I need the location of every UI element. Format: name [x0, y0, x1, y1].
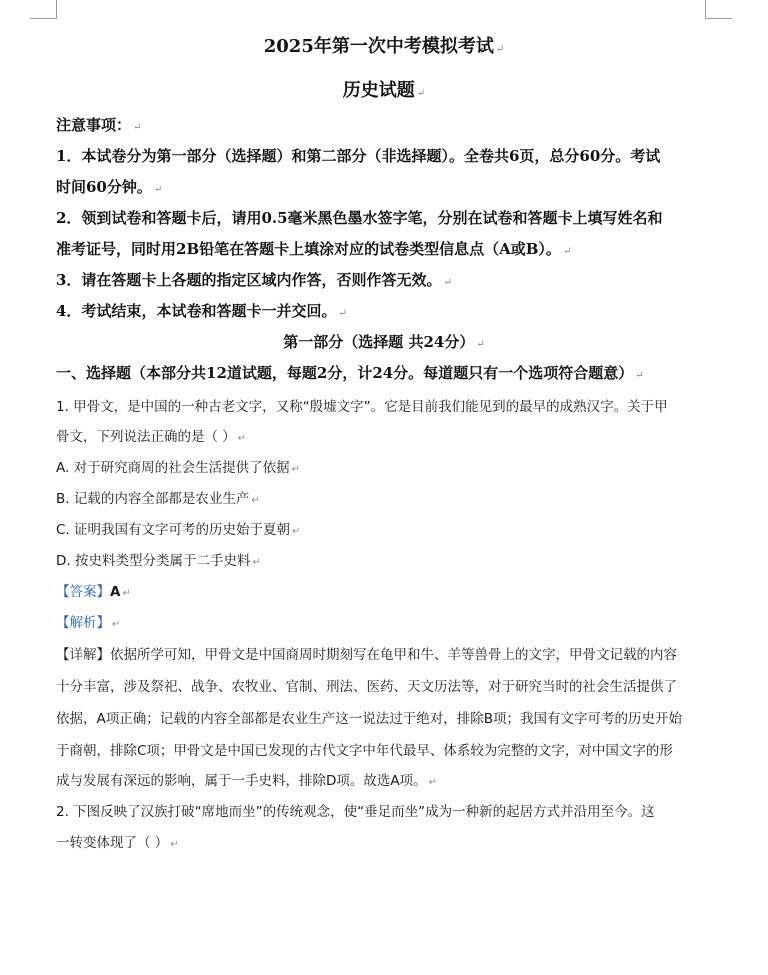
note-1-line-2: 时间60分钟。 ↵: [56, 178, 163, 196]
answer-value: A: [110, 584, 121, 600]
section-heading: 一、选择题（本部分共12道试题，每题2分，计24分。每道题只有一个选项符合题意） ↵: [56, 364, 644, 382]
q1-analysis-tag: 【解析】 ↵: [56, 615, 121, 631]
q1-stem-line-1: 1. 甲骨文，是中国的一种古老文字，又称“殷墟文字”。它是目前我们能见到的最早的成熟汉字。关于甲: [56, 399, 668, 415]
q1-option-d: D. 按史料类型分类属于二手史料 ↵: [56, 553, 261, 569]
q1-detail-line-1: 【详解】依据所学可知，甲骨文是中国商周时期刻写在龟甲和牛、羊等兽骨上的文字，甲骨文记载的内容: [56, 647, 677, 663]
exam-title: 2025年第一次中考模拟考试 ↵: [263, 36, 505, 57]
note-2-line-1: 2．领到试卷和答题卡后，请用0.5毫米黑色墨水签字笔，分别在试卷和答题卡上填写姓名和: [56, 209, 663, 227]
note-1-line-1: 1．本试卷分为第一部分（选择题）和第二部分（非选择题）。全卷共6页，总分60分。考试: [56, 147, 661, 165]
note-3: 3．请在答题卡上各题的指定区域内作答，否则作答无效。 ↵: [56, 271, 452, 289]
exam-subtitle: 历史试题 ↵: [342, 80, 426, 101]
q1-option-c: C. 证明我国有文字可考的历史始于夏朝 ↵: [56, 522, 301, 538]
q2-stem-line-2: 一转变体现了（ ） ↵: [56, 835, 179, 851]
note-4: 4．考试结束，本试卷和答题卡一并交回。 ↵: [56, 302, 347, 320]
detail-tag: 【详解】: [56, 647, 110, 663]
note-2-line-2: 准考证号，同时用2B铅笔在答题卡上填涂对应的试卷类型信息点（A或B）。 ↵: [56, 240, 572, 258]
q1-detail-line-2: 十分丰富，涉及祭祀、战争、农牧业、官制、刑法、医药、天文历法等，对于研究当时的社会生活提供了: [56, 679, 677, 695]
q1-option-b: B. 记载的内容全部都是农业生产 ↵: [56, 491, 260, 507]
part1-heading: 第一部分（选择题 共24分） ↵: [283, 333, 485, 351]
page-corner-mark-right: [705, 0, 732, 19]
q1-option-a: A. 对于研究商周的社会生活提供了依据 ↵: [56, 460, 300, 476]
q1-detail-line-4: 于商朝，排除C项；甲骨文是中国已发现的古代文字中年代最早、体系较为完整的文字，对中国文字的形: [56, 743, 673, 759]
q1-detail-line-5: 成与发展有深远的影响，属于一手史料，排除D项。故选A项。 ↵: [56, 773, 438, 789]
q1-answer: 【答案】A ↵: [56, 584, 131, 600]
q1-stem-line-2: 骨文，下列说法正确的是（ ） ↵: [56, 429, 247, 445]
page-corner-mark-left: [30, 0, 57, 19]
notes-heading: 注意事项： ↵: [56, 116, 142, 134]
answer-tag: 【答案】: [56, 584, 110, 600]
q1-detail-line-3: 依据，A项正确；记载的内容全部都是农业生产这一说法过于绝对，排除B项；我国有文字可考的历史开始: [56, 711, 682, 727]
q2-stem-line-1: 2. 下图反映了汉族打破“席地而坐”的传统观念，使“垂足而坐”成为一种新的起居方式并沿用至今。这: [56, 804, 655, 820]
